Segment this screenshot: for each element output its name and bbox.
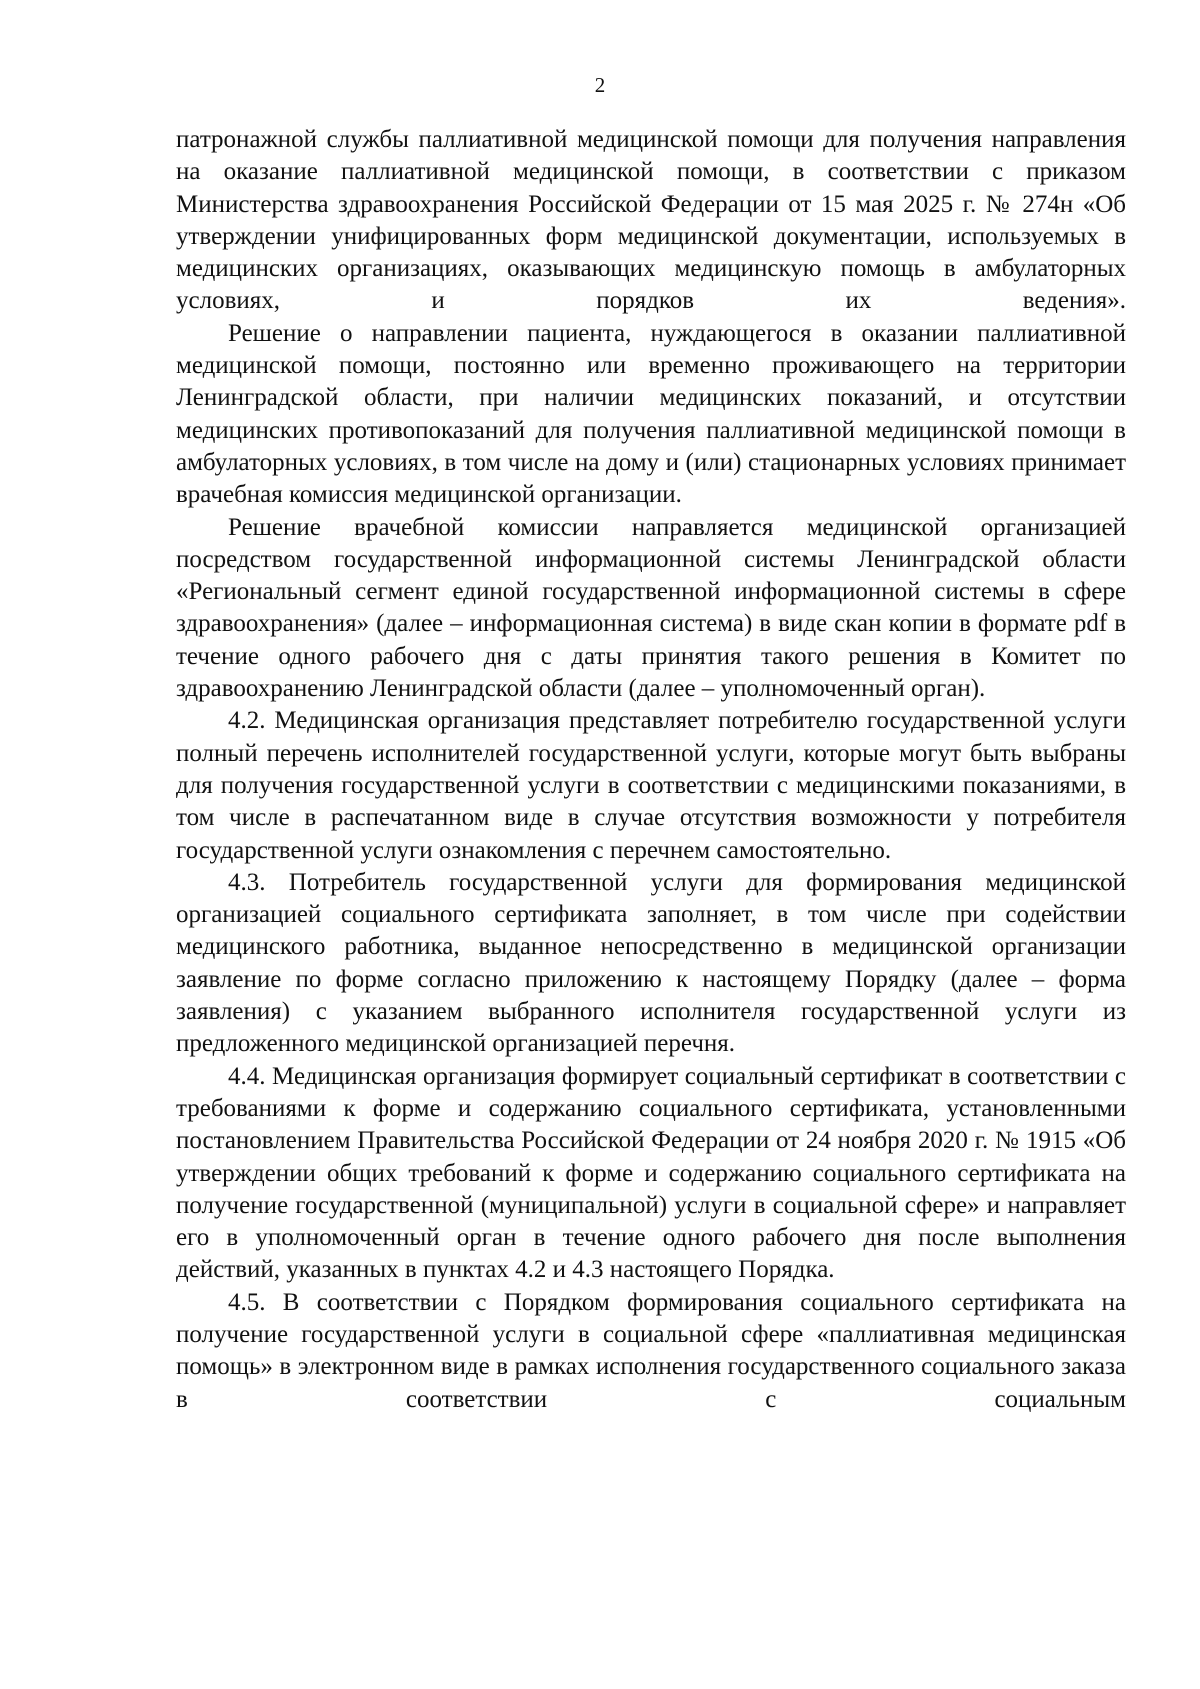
text-line: действий, указанных в пунктах 4.2 и 4.3 настоящего Порядка. <box>176 1256 835 1284</box>
text-line: и отсутствии медицинских противопоказаний для получения паллиативной <box>176 384 1126 444</box>
document-body <box>176 124 1126 1416</box>
text-line: с приказом Министерства здравоохранения Российской Федерации от 15 мая <box>176 158 1126 218</box>
text-line: на получение государственной услуги в социальной сфере «паллиативная <box>176 1288 1126 1348</box>
text-line: Федерации от 24 ноября 2020 г. № 1915 «Об утверждении общих требований <box>176 1127 1127 1187</box>
text-line: в соответствии с медицинскими показаниями, в том числе в распечатанном <box>176 771 1127 832</box>
text-line: к форме и содержанию социального сертификата на получение <box>176 1159 1126 1219</box>
text-line: организацией перечня. <box>492 1030 736 1058</box>
text-line: 4.3. Потребитель государственной услуги для формирования <box>228 868 963 896</box>
page-number: 2 <box>594 73 606 97</box>
text-line: к настоящему Порядку (далее – форма заявления) с указанием выбранного <box>176 965 1127 1026</box>
paragraph-4-3 <box>176 867 1126 1061</box>
text-line: посредством государственной информационной системы Ленинградской <box>176 545 1020 573</box>
text-line: Решение врачебной комиссии направляется медицинской организацией <box>228 513 1126 541</box>
text-line: организации. <box>541 481 682 509</box>
paragraph-4-4 <box>176 1061 1126 1287</box>
paragraph-commission-decision <box>176 512 1126 706</box>
text-line: направления на оказание паллиативной медицинской помощи, в соответствии <box>176 126 1127 186</box>
text-line: на территории Ленинградской области, при наличии медицинских показаний, <box>176 352 1126 412</box>
text-line: скан копии в формате pdf в течение одного рабочего дня с даты принятия <box>176 610 1127 670</box>
text-line: системы в сфере здравоохранения» (далее – информационная система) в виде <box>176 578 1126 638</box>
text-line: 2025 г. № 274н «Об утверждении унифицированных форм медицинской <box>176 190 1126 250</box>
paragraph-intro-continuation <box>176 124 1126 318</box>
text-line: его в уполномоченный орган в течение одного рабочего дня после выполнения <box>176 1224 1126 1252</box>
text-line: государственного социального заказа в соответствии с социальным <box>176 1353 1127 1413</box>
text-line: – уполномоченный орган). <box>701 675 986 703</box>
text-line: исполнителя государственной услуги из предложенного медицинской <box>176 998 1126 1058</box>
paragraph-4-2 <box>176 705 1126 866</box>
text-line: в соответствии с требованиями к форме и содержанию социального <box>176 1062 1126 1122</box>
text-line: медицинской организацией социального сертификата заполняет, в том числе <box>176 868 1127 929</box>
text-line: области «Региональный сегмент единой государственной информационной <box>176 545 1126 606</box>
text-line: сертификата, установленными постановлением Правительства Российской <box>176 1094 1127 1155</box>
text-line: паллиативной медицинской помощи, постоянно или временно проживающего <box>176 319 1127 380</box>
text-line: 4.2. Медицинская организация представляет потребителю <box>228 707 858 735</box>
text-line: виде в случае отсутствия возможности у потребителя государственной услуги <box>176 804 1126 864</box>
text-line: патронажной службы паллиативной медицинской помощи для получения <box>176 126 982 153</box>
text-line: 4.5. В соответствии с Порядком формирования социального сертификата <box>228 1288 1085 1316</box>
text-line: в медицинской организации заявление по форме согласно приложению <box>176 933 1126 993</box>
text-line: Решение о направлении пациента, нуждающегося в оказании <box>228 319 959 347</box>
text-line: медицинская помощь» в электронном виде в рамках исполнения <box>176 1320 1127 1381</box>
text-line: 4.4. Медицинская организация формирует социальный сертификат <box>228 1062 943 1090</box>
paragraph-4-5 <box>176 1287 1126 1416</box>
text-line: ознакомления с перечнем самостоятельно. <box>438 836 892 864</box>
text-line: документации, используемых в медицинских организациях, оказывающих <box>176 222 1127 283</box>
text-line: медицинской помощи в амбулаторных условиях, в том числе на дому и (или) <box>176 416 1126 476</box>
text-line: государственной услуги полный перечень исполнителей государственной <box>176 707 1126 767</box>
text-line: такого решения в Комитет по здравоохранению Ленинградской области (далее <box>176 642 1126 703</box>
text-line: государственной (муниципальной) услуги в социальной сфере» и направляет <box>295 1191 1126 1219</box>
text-line: при содействии медицинского работника, выданное непосредственно <box>176 901 1126 961</box>
paragraph-decision-referral <box>176 318 1126 512</box>
text-line: медицинскую помощь в амбулаторных условиях, и порядков их ведения». <box>176 255 1126 315</box>
text-line: услуги, которые могут быть выбраны для получения государственной услуги <box>176 739 1126 799</box>
text-line: стационарных условиях принимает врачебная комиссия медицинской <box>176 448 1127 509</box>
